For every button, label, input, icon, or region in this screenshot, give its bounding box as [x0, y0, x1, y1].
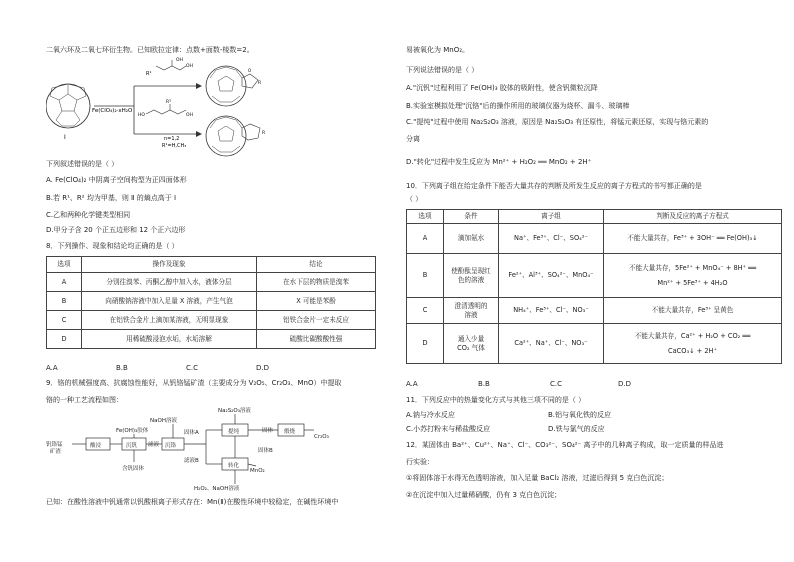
q9-stem: 下列说法错误的是（ ） [406, 66, 479, 74]
flow-extract-box: 提纯 [228, 429, 240, 435]
table-cell [444, 298, 499, 324]
flow-feed-label-1: 钒铬锰 [46, 442, 63, 448]
table-row [407, 210, 782, 224]
flow-convert-box: 转化 [228, 463, 240, 469]
q11-stem: 11．下列反应中的热量变化方式与其他三项不同的是（ ） [406, 396, 586, 404]
n-label: n=1,2 [164, 136, 180, 142]
table-cell: Fe²⁺、Al³⁺、SO₄²⁻、MnO₄⁻ [499, 254, 604, 298]
flow-v-product-label: 含钒固体 [122, 466, 145, 472]
table-cell: B [407, 254, 444, 298]
q11-option-c: C.小苏打粉末与稀盐酸反应 [406, 425, 491, 433]
table-cell: 硫酸比碳酸酸性强 [257, 330, 376, 349]
svg-text:R: R [258, 81, 262, 86]
q10-choice-c: C.C [550, 380, 563, 388]
flow-cr2o3-label: Cr₂O₃ [314, 434, 329, 440]
q10-b-eq-2: Mn²⁺ + 5Fe³⁺ + 4H₂O [657, 278, 728, 287]
table-row [47, 273, 376, 292]
svg-text:OH: OH [186, 64, 193, 69]
table-row [47, 330, 376, 349]
svg-text:O: O [248, 68, 252, 73]
q8-header-conclusion: 结论 [257, 257, 376, 273]
svg-text:R: R [262, 131, 266, 136]
flow-calcine-box: 煅烧 [284, 429, 296, 435]
q10-table [406, 209, 782, 364]
table-cell: B [47, 292, 82, 311]
q10-stem-2: （ ） [406, 195, 423, 203]
table-cell: 不能大量共存，Fe³⁺ 呈黄色 [604, 298, 782, 324]
q9-continued: 易被氧化为 MnO₂。 [406, 46, 470, 54]
q10-choice-a: A.A [406, 380, 418, 388]
table-cell [444, 254, 499, 298]
q10-header-option: 选项 [407, 210, 444, 224]
q10-c-cond-1: 澄清透明的 [454, 302, 488, 311]
table-cell: C [47, 311, 82, 330]
svg-text:OH: OH [186, 113, 193, 118]
q10-d-eq-2: CaCO₃↓ + 2H⁺ [668, 346, 717, 355]
q8-header-operation: 操作及现象 [82, 257, 257, 273]
table-row [47, 311, 376, 330]
q7-option-a: A. Fe(ClO₄)₂ 中阴离子空间构型为正四面体形 [46, 176, 187, 184]
q8-choice-c: C.C [186, 364, 199, 372]
flow-solid-label: 固体 [262, 428, 274, 434]
table-row [407, 324, 782, 364]
q12-step-1: ①将固体溶于水得无色透明溶液，加入足量 BaCl₂ 溶液，过滤后得到 5 克白色沉淀； [406, 474, 669, 482]
flow-mno2-label: MnO₂ [250, 468, 265, 474]
table-row [47, 292, 376, 311]
c60-molecule-icon [46, 84, 90, 128]
q12-stem-1: 12．某固体由 Ba²⁺、Cu²⁺、Na⁺、Cl⁻、CO₃²⁻、SO₄²⁻ 离子中的几种离子构成，取一定质量的样品进 [406, 441, 724, 449]
q10-choice-d: D.D [618, 380, 632, 388]
flow-h2o2-label: H₂O₂、NaOH溶液 [194, 486, 240, 492]
flow-solid-a-label: 固体A [184, 430, 199, 436]
table-cell: 不能大量共存，Fe³⁺ + 3OH⁻ ══ Fe(OH)₃↓ [604, 224, 782, 254]
q9-option-b: B.实验室模拟处理"沉铬"后的操作所用的玻璃仪器为烧杯、漏斗、玻璃棒 [406, 102, 630, 110]
table-cell: A [47, 273, 82, 292]
q7-option-d: D.甲分子含 20 个正五边形和 12 个正六边形 [46, 226, 186, 234]
q10-choice-b: B.B [478, 380, 490, 388]
q12-stem-2: 行实验： [406, 458, 434, 466]
flow-precip-cr-box: 沉铬 [165, 443, 177, 449]
table-cell: 在铝铁合金片上滴加某溶液，无明显现象 [82, 311, 257, 330]
q7-option-b: B.若 R¹、R² 均为甲基，则 Ⅱ 的熵点高于 Ⅰ [46, 194, 177, 202]
table-cell [604, 324, 782, 364]
flow-naoh-label: NaOH溶液 [150, 418, 177, 424]
table-cell: D [407, 324, 444, 364]
q10-d-cond-2: CO₂ 气体 [457, 343, 485, 352]
q11-option-a: A.钠与冷水反应 [406, 411, 455, 419]
q8-choice-a: A.A [46, 364, 58, 372]
q11-option-b: B.铝与氧化铁的反应 [548, 411, 612, 419]
table-cell: Ca²⁺、Na⁺、Cl⁻、NO₃⁻ [499, 324, 604, 364]
q8-stem: 8．下列操作、现象和结论均正确的是（ ） [46, 242, 179, 250]
table-row [407, 224, 782, 254]
q9-option-c-1: C."提纯"过程中使用 Na₂S₂O₃ 溶液，原因是 Na₂S₂O₃ 有还原性，将锰元素还原，实现与铬元素的 [406, 118, 709, 126]
r3-label: R³ [166, 100, 171, 105]
r1-label: R¹ [146, 71, 152, 77]
table-cell: C [407, 298, 444, 324]
q9-option-a: A."沉钒"过程利用了 Fe(OH)₃ 胶体的吸附性，使含钒微粒沉降 [406, 84, 598, 92]
table-row [47, 257, 376, 273]
product-upper-icon [206, 66, 261, 106]
table-cell: 分别往溴苯、丙酮乙醇中加入水，液体分层 [82, 273, 257, 292]
q10-c-cond-2: 溶液 [464, 310, 478, 319]
table-cell: A [407, 224, 444, 254]
reaction-scheme [46, 56, 346, 166]
table-cell: D [47, 330, 82, 349]
q10-d-eq-1: 不能大量共存，Ca²⁺ + H₂O + CO₂ ══ [634, 332, 751, 341]
svg-text:HO: HO [138, 113, 145, 118]
table-cell: 铝铁合金片一定未反应 [257, 311, 376, 330]
table-row [407, 254, 782, 298]
table-row [407, 298, 782, 324]
q10-header-judgement: 判断及反应的离子方程式 [604, 210, 782, 224]
table-cell: 用稀硫酸浸泡水垢，水垢溶解 [82, 330, 257, 349]
q12-step-2: ②在沉淀中加入过量稀硝酸，仍有 3 克白色沉淀； [406, 491, 562, 499]
flow-acid-box: 酸浸 [90, 443, 102, 449]
c60-label: Ⅰ [64, 134, 66, 141]
q7-stem: 下列叙述错误的是（ ） [46, 160, 119, 168]
q10-header-ions: 离子组 [499, 210, 604, 224]
q11-option-d: D.铁与氯气的反应 [548, 425, 605, 433]
q8-choice-b: B.B [116, 364, 128, 372]
intro-text: 二氧六环及二氧七环衍生物。已知欧拉定律：点数+面数-棱数=2。 [46, 46, 254, 54]
q7-option-c: C.乙和两种化学键类型相同 [46, 211, 131, 219]
table-cell: Na⁺、Fe³⁺、Cl⁻、SO₄²⁻ [499, 224, 604, 254]
q8-header-option: 选项 [47, 257, 82, 273]
flow-filtrate-b-label: 滤液B [184, 458, 199, 464]
q9-option-c-2: 分离 [406, 135, 420, 143]
flow-solid-b-label: 固体B [258, 448, 273, 454]
q9-known: 已知：在酸性溶液中钒通常以钒酸根离子形式存在：Mn(Ⅱ)在酸性环境中较稳定，在碱性环境中 [46, 498, 339, 506]
q10-b-eq-1: 不能大量共存，5Fe²⁺ + MnO₄⁻ + 8H⁺ ══ [628, 264, 757, 273]
q10-header-condition: 条件 [444, 210, 499, 224]
table-cell: 在水下层的物质是溴苯 [257, 273, 376, 292]
flow-feoh-label: Fe(OH)₃胶体 [116, 428, 149, 434]
q8-table [46, 256, 376, 349]
flow-na2s2o3-label: Na₂S₂O₃溶液 [218, 408, 251, 414]
reagent-label: Fe(ClO₄)₂·xH₂O [92, 108, 133, 114]
q10-d-cond-1: 通入少量 [457, 335, 485, 344]
process-flowchart [46, 404, 346, 496]
q10-stem-1: 10．下列离子组在给定条件下能否大量共存的判断及所发生反应的离子方程式的书写都正确的是 [406, 182, 702, 190]
svg-text:OH: OH [176, 58, 183, 63]
table-cell: 向硝酸钠溶液中加入足量 X 溶液，产生气泡 [82, 292, 257, 311]
q9-stem-2: 铬的一种工艺流程如图： [46, 396, 123, 404]
table-cell: NH₄⁺、Fe³⁺、Cl⁻、NO₃⁻ [499, 298, 604, 324]
table-cell: 滴加氨水 [444, 224, 499, 254]
flow-precip-v-box: 沉钒 [126, 443, 138, 449]
flow-filtrate-label: 滤液 [148, 442, 160, 448]
r-label: R¹=H,CH₃ [162, 143, 187, 149]
table-cell [604, 254, 782, 298]
q10-b-cond-2: 色的溶液 [457, 275, 485, 284]
q9-option-d: D."转化"过程中发生反应为 Mn²⁺ + H₂O₂ ══ MnO₂ + 2H⁺ [406, 158, 592, 166]
flow-feed-label-2: 矿渣 [50, 449, 62, 455]
table-cell: X 可能是苯酚 [257, 292, 376, 311]
q9-stem-1: 9．铬的机械强度高、抗腐蚀性能好，从钒铬锰矿渣（主要成分为 V₂O₅、Cr₂O₃、MnO）中提取 [46, 379, 342, 387]
q10-b-cond-1: 使酚酞呈现红 [451, 267, 491, 276]
table-cell [444, 324, 499, 364]
q8-choice-d: D.D [256, 364, 270, 372]
product-lower-icon [206, 116, 265, 156]
